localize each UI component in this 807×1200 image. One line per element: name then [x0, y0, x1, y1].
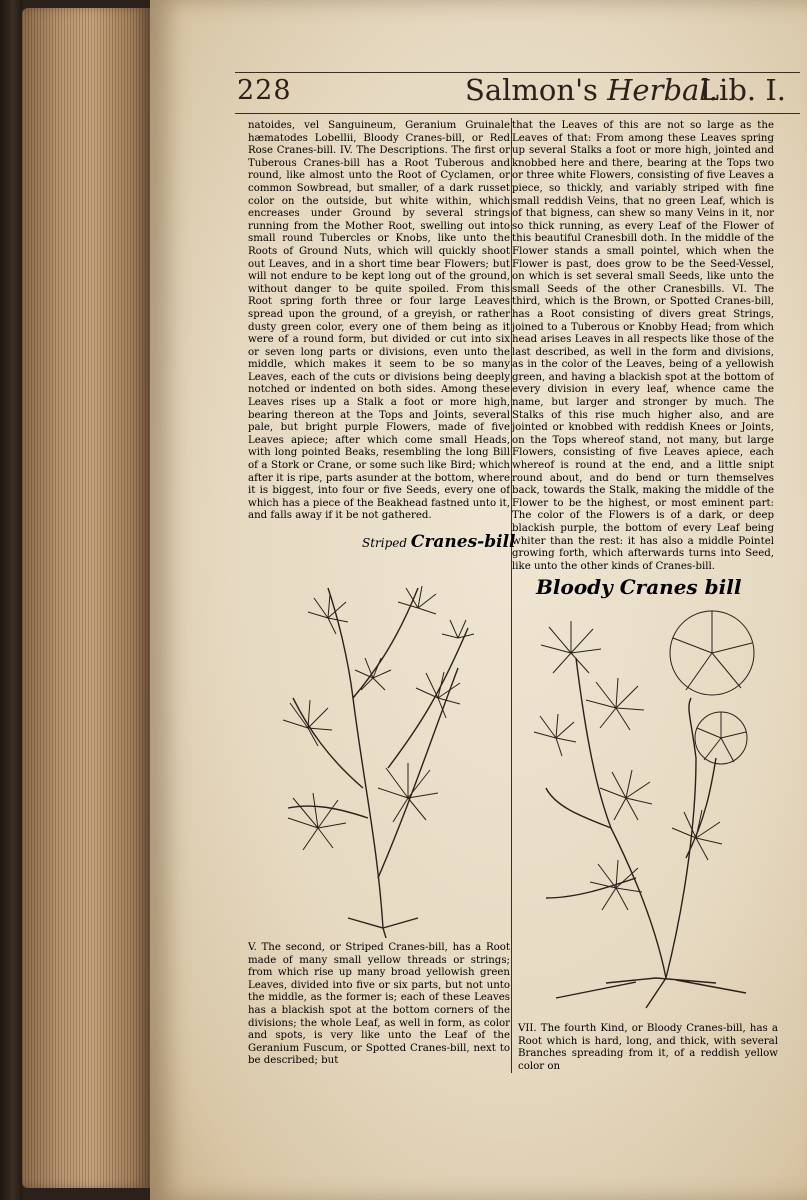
- paragraph: VII. The fourth Kind, or Bloody Cranes-bill, has a Root which is hard, long, and thick, with several Branches spreading from it, of a reddish yellow color on: [518, 1023, 778, 1072]
- running-title-work: Herbal.: [607, 73, 718, 107]
- text-column-left-bottom: [248, 942, 510, 1072]
- text-column-right-bottom: [518, 1023, 778, 1083]
- running-header: [235, 72, 800, 114]
- plate-caption-bloody: Bloody Cranes bill: [536, 575, 742, 599]
- caption-large: Cranes-bill: [410, 532, 516, 552]
- bloody-cranes-bill-engraving: [516, 598, 778, 1018]
- running-title: [465, 73, 718, 107]
- paragraph: natoides, vel Sanguineum, Geranium Gruinale hæmatodes Lobellii, Bloody Cranes-bill, or Red Rose Cranes-bill. IV. The Descriptions. The first or Tuberous Cranes-bill has a Root Tuberous and round, like almost unto the Root of Cyclamen, or common Sowbread, but smaller, of a dark russet color on the outside, but white within, which encreases under Ground by several strings running from the Mother Root, swelling out into small round Tubercles or Knobs, like unto the Roots of Ground Nuts, which will quickly shoot out Leaves, and in a short time bear Flowers; but will not endure to be kept long out of the ground, without danger to be quite spoiled. From this Root spring forth three or four large Leaves spread upon the ground, of a greyish, or rather dusty green color, every one of them being as it were of a round form, but divided or cut into six or seven long parts or divisions, even unto the middle, which makes it seem to be so many Leaves, each of the cuts or divisions being deeply notched or indented on both sides. Among these Leaves rises up a Stalk a foot or more high, bearing thereon at the Tops and Joints, several pale, but bright purple Flowers, made of five Leaves apiece; after which come small Heads, with long pointed Beaks, resembling the long Bill of a Stork or Crane, or some such like Bird; which after it is ripe, parts asunder at the bottom, where it is biggest, into four or five Seeds, every one of which has a piece of the Beakhead fastned unto it, and falls away if it be not gathered.: [248, 120, 510, 522]
- page-number: 228: [237, 75, 292, 106]
- page-fore-edge: [22, 8, 150, 1188]
- caption-small: Striped: [362, 536, 408, 550]
- running-title-author: Salmon's: [465, 73, 598, 107]
- paragraph: V. The second, or Striped Cranes-bill, has a Root made of many small yellow threads or strings; from which rise up many broad yellowish green Leaves, divided into five or six parts, but not unto the middle, as the former is; each of these Leaves has a blackish spot at the bottom corners of the divisions; the whole Leaf, as well in form, as color and spots, is very like unto the Leaf of the Geranium Fuscum, or Spotted Cranes-bill, next to be described; but: [248, 942, 510, 1067]
- text-column-left-top: [248, 120, 510, 525]
- book-number: Lib. I.: [699, 73, 786, 107]
- text-column-right-top: [512, 120, 774, 570]
- paragraph: that the Leaves of this are not so large as the Leaves of that: From among these Leaves spring up several Stalks a foot or more high, jointed and knobbed here and there, bearing at the Tops two or three white Flowers, consisting of five Leaves a piece, so thickly, and variably striped with fine small reddish Veins, that no green Leaf, which is of that bigness, can shew so many Veins in it, nor so thick running, as every Leaf of the Flower of this beautiful Cranesbill doth. In the middle of the Flower stands a small pointel, which when the Flower is past, does grow to be the Seed-Vessel, on which is set several small Seeds, like unto the small Seeds of the other Cranesbills. VI. The third, which is the Brown, or Spotted Cranes-bill, has a Root consisting of divers great Strings, joined to a Tuberous or Knobby Head; from which head arises Leaves in all respects like those of the last described, as well in the form and divisions, as in the color of the Leaves, being of a yellowish green, and having a blackish spot at the bottom of every division in every leaf, whence came the name, but larger and stronger by much. The Stalks of this rise much higher also, and are jointed or knobbed with reddish Knees or Joints, on the Tops whereof stand, not many, but large Flowers, consisting of five Leaves apiece, each whereof is round at the end, and a little snipt round about, and do bend or turn themselves back, towards the Stalk, making the middle of the Flower to be the highest, or most eminent part: The color of the Flowers is of a dark, or deep blackish purple, the bottom of every Leaf being whiter than the rest: it has also a middle Pointel growing forth, which afterwards turns into Seed, like unto the other kinds of Cranes-bill.: [512, 120, 774, 570]
- book-spine: [0, 0, 22, 1200]
- striped-cranes-bill-engraving: [268, 548, 500, 938]
